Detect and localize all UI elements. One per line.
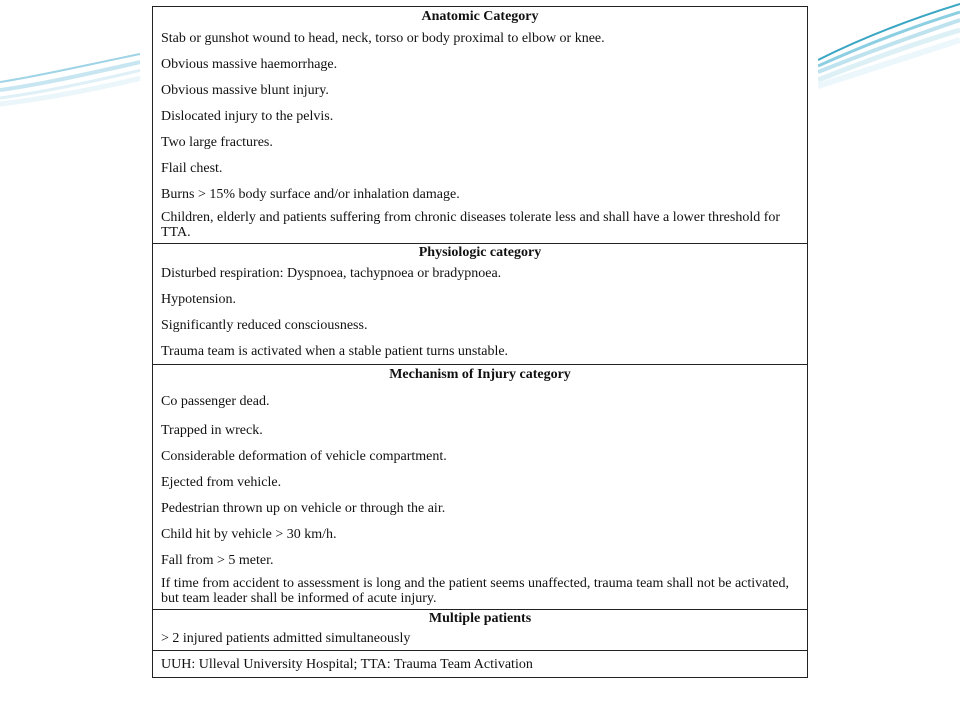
mechanism-item: Fall from > 5 meter. — [161, 552, 274, 568]
table-row — [153, 260, 808, 286]
table-row — [153, 385, 808, 417]
table-row — [153, 573, 808, 610]
physiologic-item: Trauma team is activated when a stable patient turns unstable. — [161, 343, 509, 359]
multiple-patients-header: Multiple patients — [153, 610, 808, 627]
physiologic-header-row — [153, 244, 808, 261]
abbreviations-footnote: UUH: Ulleval University Hospital; TTA: Trauma Team Activation — [153, 651, 808, 678]
multiple-patients-header-row — [153, 610, 808, 627]
table-row — [153, 521, 808, 547]
physiologic-item: Disturbed respiration: Dyspnoea, tachypnoea or bradypnoea. — [161, 265, 502, 281]
table-row — [153, 181, 808, 207]
anatomic-item: Obvious massive haemorrhage. — [161, 56, 338, 72]
mechanism-item: Considerable deformation of vehicle compartment. — [161, 448, 447, 464]
decorative-wave-right — [818, 0, 960, 90]
trauma-criteria-table — [152, 6, 808, 678]
table-row — [153, 469, 808, 495]
table-row — [153, 417, 808, 443]
physiologic-item: Significantly reduced consciousness. — [161, 317, 368, 333]
mechanism-item: If time from accident to assessment is long and the patient seems unaffected, trauma team shall not be activated, but team leader shall be informed of acute injury. — [161, 576, 789, 606]
table-row — [153, 443, 808, 469]
table-row — [153, 25, 808, 51]
table-row — [153, 286, 808, 312]
anatomic-category-header: Anatomic Category — [421, 8, 539, 24]
table-row — [153, 103, 808, 129]
anatomic-header-row — [153, 7, 808, 26]
table-row — [153, 547, 808, 573]
table-row — [153, 77, 808, 103]
physiologic-category-header: Physiologic category — [153, 244, 808, 261]
mechanism-item: Co passenger dead. — [161, 393, 270, 409]
mechanism-header-row — [153, 365, 808, 386]
table-row — [153, 338, 808, 365]
anatomic-item: Two large fractures. — [161, 134, 273, 150]
mechanism-item: Child hit by vehicle > 30 km/h. — [161, 526, 337, 542]
footnote-row — [153, 651, 808, 678]
table-row — [153, 129, 808, 155]
multiple-patients-item: > 2 injured patients admitted simultaneously — [161, 630, 411, 646]
decorative-wave-left — [0, 0, 150, 110]
table-row — [153, 312, 808, 338]
table-row — [153, 495, 808, 521]
anatomic-item: Burns > 15% body surface and/or inhalation damage. — [161, 186, 460, 202]
mechanism-item: Trapped in wreck. — [161, 422, 263, 438]
anatomic-item: Obvious massive blunt injury. — [161, 82, 329, 98]
mechanism-item: Ejected from vehicle. — [161, 474, 282, 490]
mechanism-item: Pedestrian thrown up on vehicle or through the air. — [161, 500, 446, 516]
anatomic-item: Children, elderly and patients suffering from chronic diseases tolerate less and shall have a lower threshold for TTA. — [161, 210, 781, 240]
table-row — [153, 155, 808, 181]
anatomic-item: Stab or gunshot wound to head, neck, torso or body proximal to elbow or knee. — [161, 30, 605, 46]
anatomic-item: Dislocated injury to the pelvis. — [161, 108, 334, 124]
physiologic-item: Hypotension. — [161, 291, 237, 307]
table-row — [153, 626, 808, 651]
table-row — [153, 51, 808, 77]
anatomic-item: Flail chest. — [161, 160, 223, 176]
table-row — [153, 207, 808, 244]
mechanism-category-header: Mechanism of Injury category — [153, 365, 808, 386]
